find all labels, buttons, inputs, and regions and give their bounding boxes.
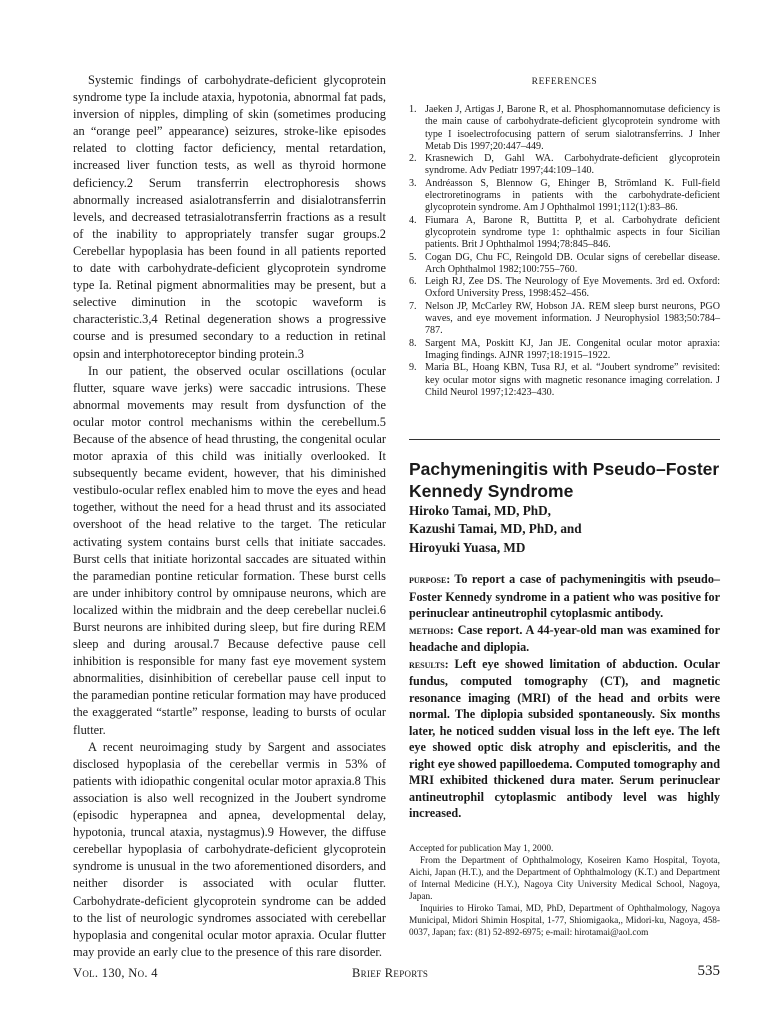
article-footnotes: [409, 843, 720, 939]
section-name: Brief Reports: [352, 966, 429, 980]
reference-item: [409, 153, 720, 178]
reference-item: [409, 104, 720, 153]
abstract-results: [409, 656, 720, 822]
references-heading: REFERENCES: [531, 77, 598, 87]
reference-text: Andréasson S, Blennow G, Ehinger B, Strömland K. Full-field electroretinograms in patients with the carbohydrate-deficient glycoprotein syndrome. Am J Ophthalmol 1991;112(1):83–86.: [425, 177, 720, 214]
page-number: 535: [697, 963, 720, 979]
results-text: Left eye showed limitation of abduction. Ocular fundus, computed tomography (CT), and magnetic resonance imaging (MRI) of the head and orbits were normal. The diplopia subsided spontaneously. Six months later, he noticed sudden visual loss in the left eye. The left eye showed optic disk atrophy and episcleritis, and the right eye showed papilloedema. Computed tomography and MRI exhibited thickened dura mater. Serum perinuclear antineutrophil cytoplasmic antibody level was highly increased.: [409, 656, 720, 820]
reference-text: Fiumara A, Barone R, Buttitta P, et al. Carbohydrate deficient glycoprotein syndrome type 1: ophthalmic aspects in four Sicilian patients. Brit J Ophthalmol 1994;78:845–846.: [425, 214, 720, 251]
accepted-note: Accepted for publication May 1, 2000.: [409, 844, 554, 854]
reference-text: Sargent MA, Poskitt KJ, Jan JE. Congenital ocular motor apraxia: Imaging findings. AJNR 1997;18:1915–1922.: [425, 337, 720, 361]
methods-text: Case report. A 44-year-old man was examined for headache and diplopia.: [409, 622, 721, 654]
article-title: Pachymeningitis with Pseudo–Foster Kennedy Syndrome: [409, 459, 720, 501]
results-label: results:: [409, 657, 449, 671]
purpose-label: purpose:: [409, 573, 451, 586]
abstract-purpose: [409, 571, 720, 622]
reference-text: Cogan DG, Chu FC, Reingold DB. Ocular signs of cerebellar disease. Arch Ophthalmol 1982;100:755–760.: [425, 251, 720, 275]
body-paragraph-3: A recent neuroimaging study by Sargent and associates disclosed hypoplasia of the cerebellar vermis in 53% of patients with idiopathic congenital ocular motor apraxia.8 This association is also well recognized in the Joubert syndrome (episodic hyperapnea and apnea, developmental delay, hypotonia, truncal ataxia, nystagmus).9 However, the diffuse cerebellar hypoplasia of carbohydrate-deficient glycoprotein syndrome is unusual in the two aforementioned disorders, and neither disorder is associated with ocular flutter. Carbohydrate-deficient glycoprotein syndrome can be added to the list of neurologic syndromes associated with cerebellar hypoplasia and congenital ocular motor apraxia. Ocular flutter may provide an early clue to the presence of this rare disorder.: [73, 739, 386, 959]
author-name: Hiroko Tamai, MD, PhD,: [409, 503, 551, 518]
reference-number: 8.: [409, 337, 417, 349]
left-column: [73, 72, 386, 961]
abstract: [409, 571, 720, 822]
references-section: [409, 77, 720, 399]
reference-text: Krasnewich D, Gahl WA. Carbohydrate-deficient glycoprotein syndrome. Adv Pediatr 1997;44:109–140.: [425, 153, 720, 177]
reference-text: Leigh RJ, Zee DS. The Neurology of Eye Movements. 3rd ed. Oxford: Oxford University Press, 1998:452–456.: [425, 276, 720, 300]
reference-number: 7.: [409, 300, 417, 312]
author-name: Hiroyuki Yuasa, MD: [409, 539, 526, 555]
affiliation-note: From the Department of Ophthalmology, Koseiren Kamo Hospital, Toyota, Aichi, Japan (H.T.), and the Department of Ophthalmology (K.T.) and Department of Internal Medicine (H.Y.), Nagoya City University Medical School, Nagoya, Japan.: [409, 856, 720, 902]
reference-item: [409, 338, 720, 363]
methods-label: methods:: [409, 623, 454, 637]
reference-number: 1.: [409, 104, 417, 115]
section-divider: [409, 439, 720, 440]
reference-text: Maria BL, Hoang KBN, Tusa RJ, et al. “Joubert syndrome” revisited: key ocular motor signs with magnetic resonance imaging correlation. J Child Neurol 1997;12:423–430.: [425, 362, 720, 398]
inquiries-note: Inquiries to Hiroko Tamai, MD, PhD, Department of Ophthalmology, Nagoya Municipal, Midori Shimin Hospital, 1-77, Shiomigaoka,, Midori-ku, Nagoya, 458-0037, Japan; fax: (81) 52-892-6975; e-mail: hirotamai@aol.com: [409, 904, 720, 938]
reference-number: 9.: [409, 362, 417, 374]
body-paragraph-2: In our patient, the observed ocular oscillations (ocular flutter, square wave jerks) were saccadic intrusions. These abnormal movements may result from dysfunction of the ocular motor control mechanisms within the cerebellum.5 Because of the absence of head thrusting, the congenital ocular motor apraxia of this child was initially overlooked. It subsequently became evident, however, that his diminished vestibulo-ocular reflex enabled him to move the eyes and head together, without the need for a head thrust and its associated overshoot of the head relative to the target. The reticular activating system contains burst cells that initiate saccades. Burst cells that initiate horizontal saccades are situated within the paramedian pontine reticular formation. These burst cells are under inhibitory control by omnipause neurons, which are localized within the midbrain and the deep cerebellar nuclei.6 Burst neurons are inhibited during sleep, but fire during REM sleep and during arousal.7 Because defective pause cell inhibition is responsible for many fast eye movement system abnormalities, disinhibition of cerebellar pause cell input to the paramedian pontine reticular formation may have produced the exaggerated “startle” response, leading to bursts of ocular flutter.: [73, 363, 386, 737]
abstract-methods: [409, 622, 720, 656]
reference-item: [409, 252, 720, 277]
reference-number: 6.: [409, 276, 417, 288]
reference-item: [409, 301, 720, 338]
reference-number: 4.: [409, 214, 417, 226]
references-list: [409, 104, 720, 399]
reference-item: [409, 276, 720, 301]
reference-number: 2.: [409, 153, 417, 165]
author-list: [409, 502, 720, 557]
reference-item: [409, 362, 720, 399]
reference-item: [409, 178, 720, 215]
journal-volume: Vol. 130, No. 4: [73, 966, 158, 980]
body-paragraph-1: Systemic findings of carbohydrate-deficient glycoprotein syndrome type Ia include ataxia, hypotonia, abnormal fat pads, inversion of nipples, dimpling of skin (sometimes producing an “orange peel” appearance) seizures, stroke-like episodes related to clotting factor deficiency, mental retardation, increased liver function tests, as well as thyroid hormone deficiency.2 Serum transferrin electrophoresis shows abnormally increased asialotransferrin and disialotransferrin levels, and decreased tetrasialotransferrin fractions as a result of the inability to appropriately transfer sugar groups.2 Cerebellar hypoplasia has been found in all patients reported to date with carbohydrate-deficient glycoprotein syndrome type Ia. Retinal pigment abnormalities may be present, but a selective diminution in the scotopic waveform is characteristic.3,4 Retinal degeneration shows a progressive course and is presumed secondary to a reduction in retinal opsin and interphotoreceptor binding protein.3: [73, 73, 386, 361]
reference-text: Nelson JP, McCarley RW, Hobson JA. REM sleep burst neurons, PGO waves, and eye movement information. J Neurophysiol 1983;50:784–787.: [425, 300, 720, 337]
reference-number: 5.: [409, 251, 417, 263]
author-name: Kazushi Tamai, MD, PhD, and: [409, 521, 582, 537]
reference-number: 3.: [409, 177, 417, 189]
purpose-text: To report a case of pachymeningitis with pseudo–Foster Kennedy syndrome in a patient who was positive for perinuclear antineutrophil cytoplasmic antibody.: [409, 572, 721, 620]
reference-item: [409, 215, 720, 252]
reference-text: Jaeken J, Artigas J, Barone R, et al. Phosphomannomutase deficiency is the main cause of carbohydrate-deficient glycoprotein syndrome with type I isoelectrofocusing pattern of serum sialotransferrins. J Inher Metab Dis 1997;20:447–449.: [425, 104, 720, 152]
